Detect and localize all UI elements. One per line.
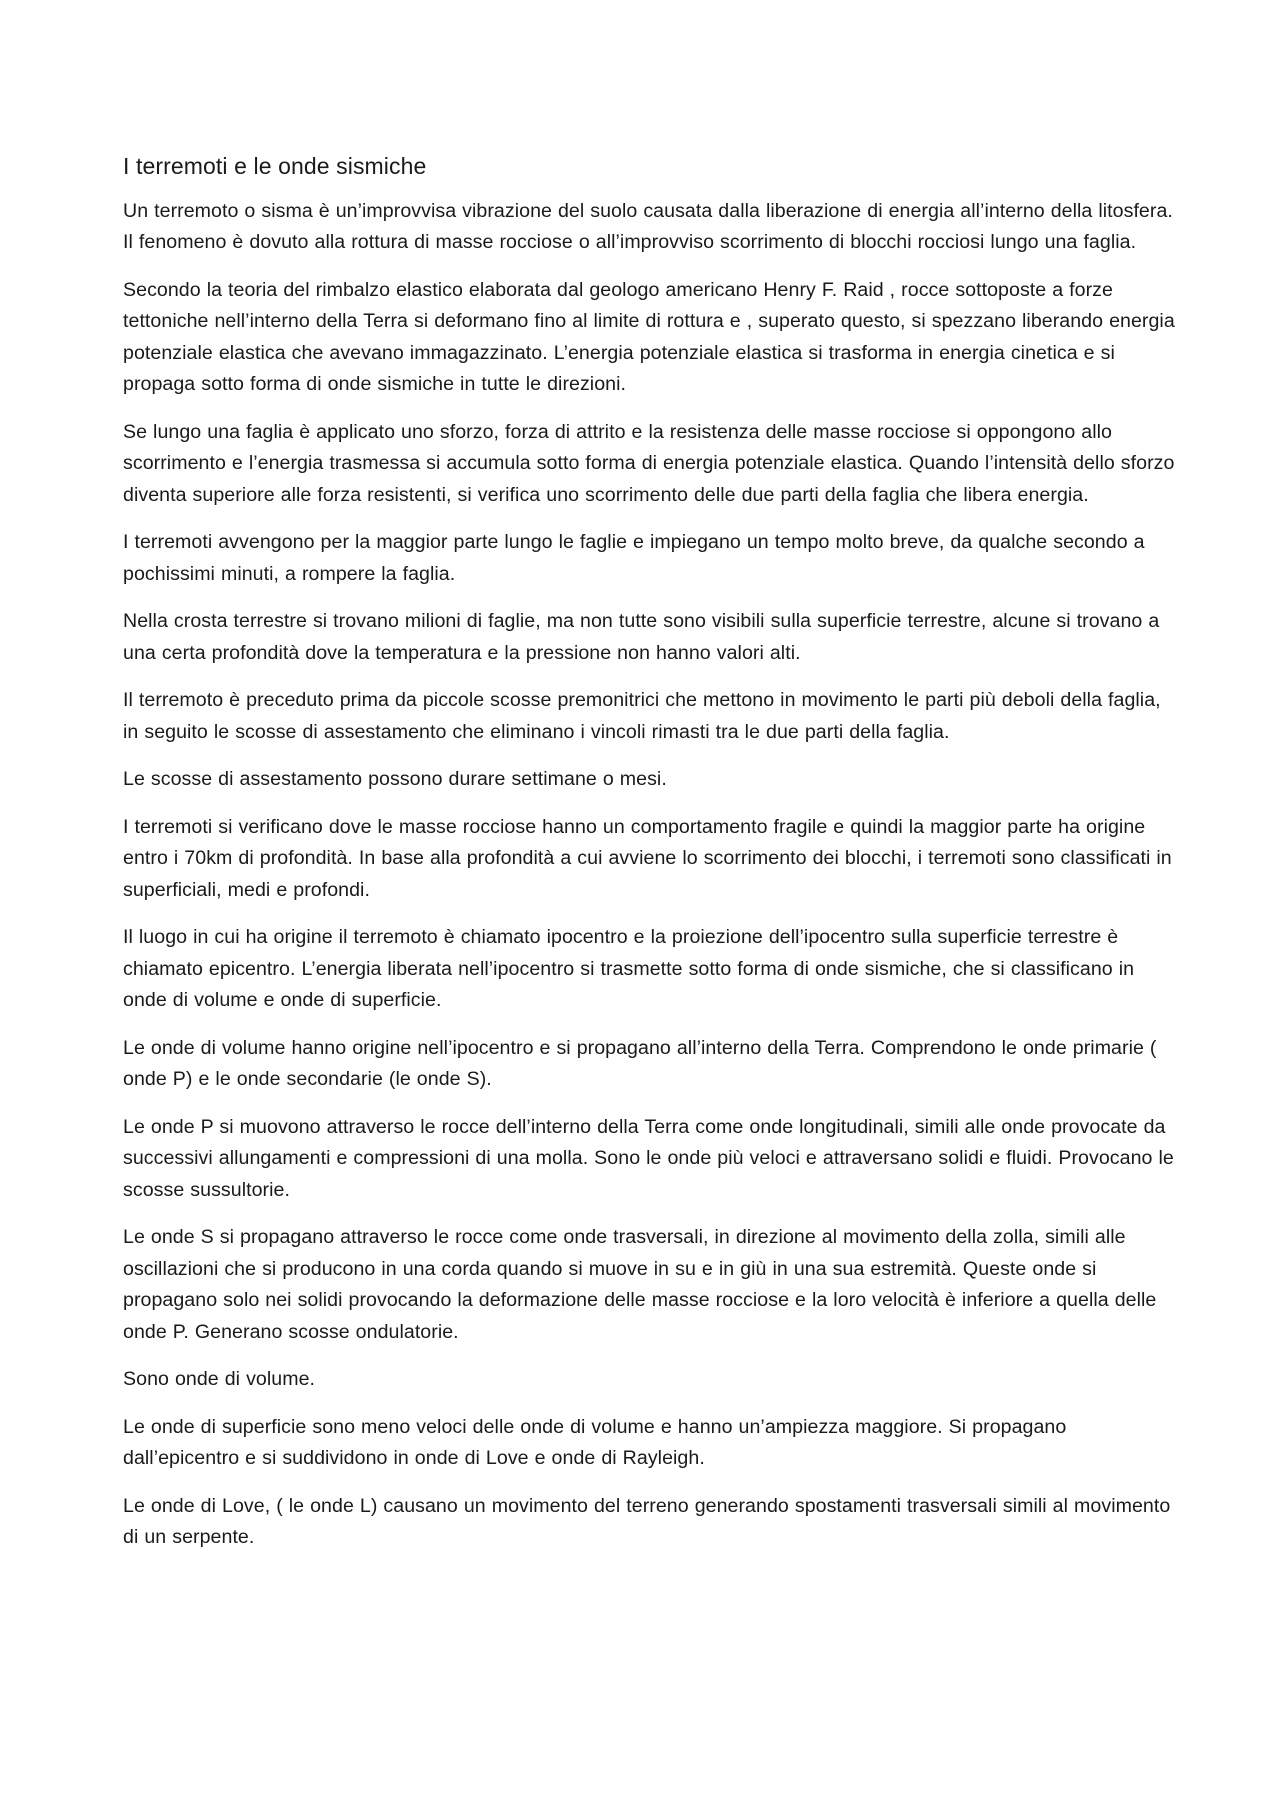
paragraph: Il luogo in cui ha origine il terremoto è chiamato ipocentro e la proiezione dell’ipocentro sulla superficie terrestre è chiamato epicentro. L’energia liberata nell’ipocentro si trasmette sotto forma di onde sismiche, che si classificano in onde di volume e onde di superficie.: [123, 926, 1135, 1012]
document-body: [123, 152, 1175, 1570]
paragraph: Le onde di superficie sono meno veloci delle onde di volume e hanno un’ampiezza maggiore. Si propagano dall’epicentro e si suddividono in onde di Love e onde di Rayleigh.: [123, 1415, 1067, 1470]
paragraph: Se lungo una faglia è applicato uno sforzo, forza di attrito e la resistenza delle masse rocciose si oppongono allo scorrimento e l’energia trasmessa si accumula sotto forma di energia potenziale elastica. Quando l’intensità dello sforzo diventa superiore alle forza resistenti, si verifica uno scorrimento delle due parti della faglia che libera energia.: [123, 420, 1175, 506]
paragraph: Le onde S si propagano attraverso le rocce come onde trasversali, in direzione al movimento della zolla, simili alle oscillazioni che si producono in una corda quando si muove in su e in giù in una sua estremità. Queste onde si propagano solo nei solidi provocando la deformazione delle masse rocciose e la loro velocità è inferiore a quella delle onde P. Generano scosse ondulatorie.: [123, 1226, 1157, 1343]
paragraph: I terremoti si verificano dove le masse rocciose hanno un comportamento fragile e quindi la maggior parte ha origine entro i 70km di profondità. In base alla profondità a cui avviene lo scorrimento dei blocchi, i terremoti sono classificati in superficiali, medi e profondi.: [123, 815, 1172, 901]
paragraph: Le onde di volume hanno origine nell’ipocentro e si propagano all’interno della Terra. Comprendono le onde primarie ( onde P) e le onde secondarie (le onde S).: [123, 1036, 1157, 1091]
paragraph: Sono onde di volume.: [123, 1368, 316, 1391]
paragraph: Secondo la teoria del rimbalzo elastico elaborata dal geologo americano Henry F. Raid , rocce sottoposte a forze tettoniche nell’interno della Terra si deformano fino al limite di rottura e , superato questo, si spezzano liberando energia potenziale elastica che avevano immagazzinato. L’energia potenziale elastica si trasforma in energia cinetica e si propaga sotto forma di onde sismiche in tutte le direzioni.: [123, 278, 1175, 396]
document-title: I terremoti e le onde sismiche: [123, 153, 427, 179]
paragraph: Le onde di Love, ( le onde L) causano un movimento del terreno generando spostamenti trasversali simili al movimento di un serpente.: [123, 1494, 1171, 1549]
paragraph: Il terremoto è preceduto prima da piccole scosse premonitrici che mettono in movimento le parti più deboli della faglia, in seguito le scosse di assestamento che eliminano i vincoli rimasti tra le due parti della faglia.: [123, 689, 1161, 743]
paragraph: Un terremoto o sisma è un’improvvisa vibrazione del suolo causata dalla liberazione di energia all’interno della litosfera. Il fenomeno è dovuto alla rottura di masse rocciose o all’improvviso scorrimento di blocchi rocciosi lungo una faglia.: [123, 199, 1173, 254]
paragraph: Le onde P si muovono attraverso le rocce dell’interno della Terra come onde longitudinali, simili alle onde provocate da successivi allungamenti e compressioni di una molla. Sono le onde più veloci e attraversano solidi e fluidi. Provocano le scosse sussultorie.: [123, 1115, 1174, 1201]
paragraph: Nella crosta terrestre si trovano milioni di faglie, ma non tutte sono visibili sulla superficie terrestre, alcune si trovano a una certa profondità dove la temperatura e la pressione non hanno valori alti.: [123, 610, 1160, 664]
paragraph: Le scosse di assestamento possono durare settimane o mesi.: [123, 768, 667, 791]
paragraph: I terremoti avvengono per la maggior parte lungo le faglie e impiegano un tempo molto breve, da qualche secondo a pochissimi minuti, a rompere la faglia.: [123, 531, 1145, 585]
